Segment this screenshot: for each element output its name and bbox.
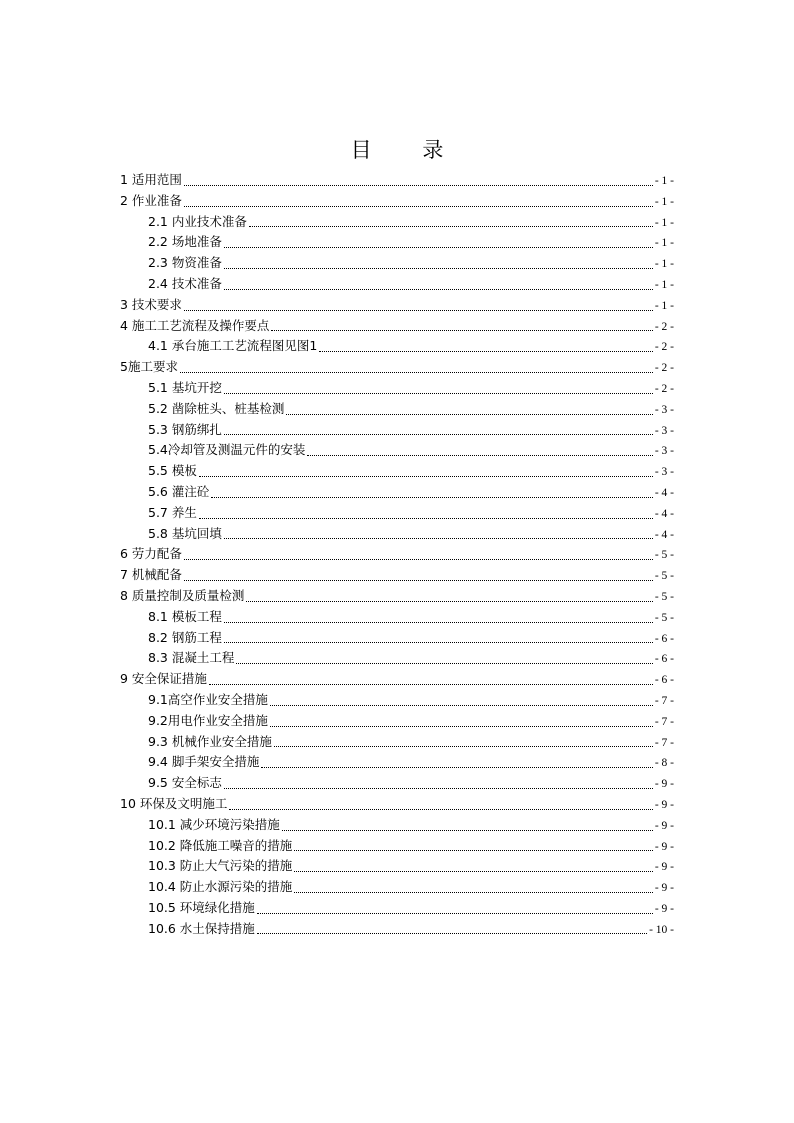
toc-entry[interactable]	[120, 399, 674, 420]
dot-leader	[246, 600, 652, 602]
dot-leader	[294, 849, 653, 851]
toc-entry-page: - 9 -	[654, 861, 674, 874]
dot-leader	[319, 350, 653, 352]
toc-entry[interactable]	[120, 544, 674, 565]
toc-entry-label: 9.2用电作业安全措施	[148, 712, 268, 728]
toc-entry-label: 5.6 灌注砼	[148, 483, 210, 499]
toc-entry-page: - 7 -	[654, 736, 674, 749]
toc-entry[interactable]	[120, 212, 674, 233]
toc-entry[interactable]	[120, 357, 674, 378]
dot-leader	[224, 787, 653, 789]
dot-leader	[261, 766, 652, 768]
toc-entry[interactable]	[120, 773, 674, 794]
toc-entry-label: 10 环保及文明施工	[120, 795, 228, 811]
toc-entry-label: 5施工要求	[120, 359, 178, 375]
toc-entry[interactable]	[120, 919, 674, 940]
dot-leader	[274, 745, 653, 747]
dot-leader	[224, 267, 653, 269]
dot-leader	[294, 870, 653, 872]
toc-entry-label: 9.5 安全标志	[148, 775, 222, 791]
toc-entry-label: 4.1 承台施工工艺流程图见图1	[148, 338, 318, 354]
toc-entry-page: - 2 -	[654, 320, 674, 333]
toc-entry-page: - 6 -	[654, 632, 674, 645]
toc-entry-label: 5.8 基坑回填	[148, 525, 222, 541]
toc-entry-page: - 3 -	[654, 403, 674, 416]
toc-entry-page: - 7 -	[654, 694, 674, 707]
toc-entry-page: - 6 -	[654, 674, 674, 687]
toc-entry-page: - 9 -	[654, 778, 674, 791]
toc-entry[interactable]	[120, 461, 674, 482]
toc-entry-page: - 3 -	[654, 466, 674, 479]
toc-entry-page: - 1 -	[654, 216, 674, 229]
dot-leader	[184, 205, 653, 207]
toc-entry-label: 10.6 水土保持措施	[148, 920, 255, 936]
toc-entry-label: 9.4 脚手架安全措施	[148, 754, 260, 770]
toc-entry-label: 7 机械配备	[120, 567, 182, 583]
toc-entry[interactable]	[120, 669, 674, 690]
dot-leader	[199, 517, 653, 519]
dot-leader	[184, 184, 653, 186]
toc-entry-page: - 9 -	[654, 840, 674, 853]
toc-entry[interactable]	[120, 482, 674, 503]
toc-entry[interactable]	[120, 191, 674, 212]
toc-entry[interactable]	[120, 732, 674, 753]
toc-entry[interactable]	[120, 794, 674, 815]
toc-entry[interactable]	[120, 628, 674, 649]
toc-entry-page: - 2 -	[654, 341, 674, 354]
toc-entry-label: 5.1 基坑开挖	[148, 379, 222, 395]
toc-entry[interactable]	[120, 295, 674, 316]
toc-entry-page: - 1 -	[654, 258, 674, 271]
toc-entry-page: - 1 -	[654, 195, 674, 208]
dot-leader	[199, 475, 653, 477]
dot-leader	[211, 496, 652, 498]
dot-leader	[270, 725, 653, 727]
dot-leader	[286, 413, 652, 415]
toc-entry-label: 5.5 模板	[148, 463, 197, 479]
dot-leader	[209, 683, 653, 685]
dot-leader	[224, 641, 653, 643]
toc-entry[interactable]	[120, 836, 674, 857]
toc-entry[interactable]	[120, 898, 674, 919]
toc-list	[120, 170, 674, 939]
dot-leader	[224, 288, 653, 290]
toc-entry-label: 2.1 内业技术准备	[148, 213, 247, 229]
dot-leader	[184, 558, 653, 560]
toc-entry[interactable]	[120, 648, 674, 669]
toc-entry-page: - 9 -	[654, 798, 674, 811]
toc-entry-label: 3 技术要求	[120, 296, 182, 312]
dot-leader	[270, 704, 653, 706]
toc-entry[interactable]	[120, 815, 674, 836]
toc-entry-page: - 3 -	[654, 424, 674, 437]
toc-entry[interactable]	[120, 856, 674, 877]
toc-entry[interactable]	[120, 752, 674, 773]
toc-entry[interactable]	[120, 565, 674, 586]
toc-entry-label: 1 适用范围	[120, 172, 182, 187]
toc-entry[interactable]	[120, 378, 674, 399]
toc-entry-page: - 5 -	[654, 590, 674, 603]
dot-leader	[224, 392, 653, 394]
toc-entry-label: 9.3 机械作业安全措施	[148, 733, 272, 749]
toc-entry-page: - 4 -	[654, 486, 674, 499]
toc-entry-label: 8.2 钢筋工程	[148, 629, 222, 645]
toc-entry-label: 10.2 降低施工噪音的措施	[148, 837, 293, 853]
toc-entry-page: - 1 -	[654, 175, 674, 187]
toc-entry-label: 2.3 物资准备	[148, 255, 222, 271]
toc-entry-page: - 7 -	[654, 715, 674, 728]
toc-entry[interactable]	[120, 503, 674, 524]
toc-entry-page: - 9 -	[654, 902, 674, 915]
toc-entry-page: - 1 -	[654, 237, 674, 250]
dot-leader	[184, 579, 653, 581]
toc-entry[interactable]	[120, 232, 674, 253]
toc-entry[interactable]	[120, 711, 674, 732]
toc-entry-page: - 6 -	[654, 653, 674, 666]
toc-entry[interactable]	[120, 877, 674, 898]
dot-leader	[257, 912, 653, 914]
toc-entry-page: - 8 -	[654, 757, 674, 770]
dot-leader	[224, 621, 653, 623]
dot-leader	[236, 662, 652, 664]
toc-entry-page: - 1 -	[654, 278, 674, 291]
toc-entry-label: 4 施工工艺流程及操作要点	[120, 317, 270, 333]
toc-entry-page: - 3 -	[654, 445, 674, 458]
toc-entry-label: 5.4冷却管及测温元件的安装	[148, 442, 306, 458]
toc-entry-page: - 4 -	[654, 528, 674, 541]
toc-entry-page: - 2 -	[654, 362, 674, 375]
toc-entry[interactable]	[120, 607, 674, 628]
dot-leader	[224, 537, 653, 539]
dot-leader	[229, 808, 652, 810]
toc-entry[interactable]	[120, 253, 674, 274]
toc-entry-label: 6 劳力配备	[120, 546, 182, 562]
toc-entry-page: - 10 -	[649, 923, 674, 936]
toc-entry-page: - 5 -	[654, 549, 674, 562]
dot-leader	[180, 371, 653, 373]
toc-entry-label: 10.4 防止水源污染的措施	[148, 879, 293, 895]
toc-entry-label: 10.5 环境绿化措施	[148, 899, 255, 915]
toc-entry-page: - 9 -	[654, 882, 674, 895]
dot-leader	[271, 329, 652, 331]
dot-leader	[307, 454, 652, 456]
toc-entry[interactable]	[120, 316, 674, 337]
toc-entry-page: - 4 -	[654, 507, 674, 520]
toc-entry-label: 2.4 技术准备	[148, 275, 222, 291]
toc-entry-label: 2.2 场地准备	[148, 234, 222, 250]
toc-entry-page: - 5 -	[654, 611, 674, 624]
dot-leader	[257, 932, 647, 934]
dot-leader	[294, 891, 653, 893]
toc-entry[interactable]	[120, 170, 674, 191]
toc-title: 目 录	[350, 138, 466, 162]
toc-entry-label: 8.1 模板工程	[148, 608, 222, 624]
toc-entry-page: - 9 -	[654, 819, 674, 832]
toc-entry-page: - 2 -	[654, 382, 674, 395]
dot-leader	[282, 829, 653, 831]
toc-entry-label: 8.3 混凝土工程	[148, 650, 235, 666]
toc-entry-label: 5.2 凿除桩头、桩基检测	[148, 400, 285, 416]
toc-entry[interactable]	[120, 440, 674, 461]
toc-entry-label: 5.3 钢筋绑扎	[148, 421, 222, 437]
dot-leader	[184, 309, 653, 311]
toc-entry-label: 8 质量控制及质量检测	[120, 587, 245, 603]
toc-entry-label: 10.3 防止大气污染的措施	[148, 858, 293, 874]
toc-entry[interactable]	[120, 524, 674, 545]
toc-entry-label: 10.1 减少环境污染措施	[148, 816, 280, 832]
toc-entry-label: 2 作业准备	[120, 192, 182, 208]
dot-leader	[224, 246, 653, 248]
toc-entry[interactable]	[120, 274, 674, 295]
toc-entry[interactable]	[120, 690, 674, 711]
toc-entry[interactable]	[120, 586, 674, 607]
toc-entry-label: 9 安全保证措施	[120, 671, 207, 687]
toc-entry-page: - 1 -	[654, 299, 674, 312]
dot-leader	[249, 225, 653, 227]
toc-entry-page: - 5 -	[654, 570, 674, 583]
toc-entry-label: 5.7 养生	[148, 504, 197, 520]
toc-entry-label: 9.1高空作业安全措施	[148, 691, 268, 707]
dot-leader	[224, 433, 653, 435]
toc-entry[interactable]	[120, 420, 674, 441]
toc-entry[interactable]	[120, 336, 674, 357]
